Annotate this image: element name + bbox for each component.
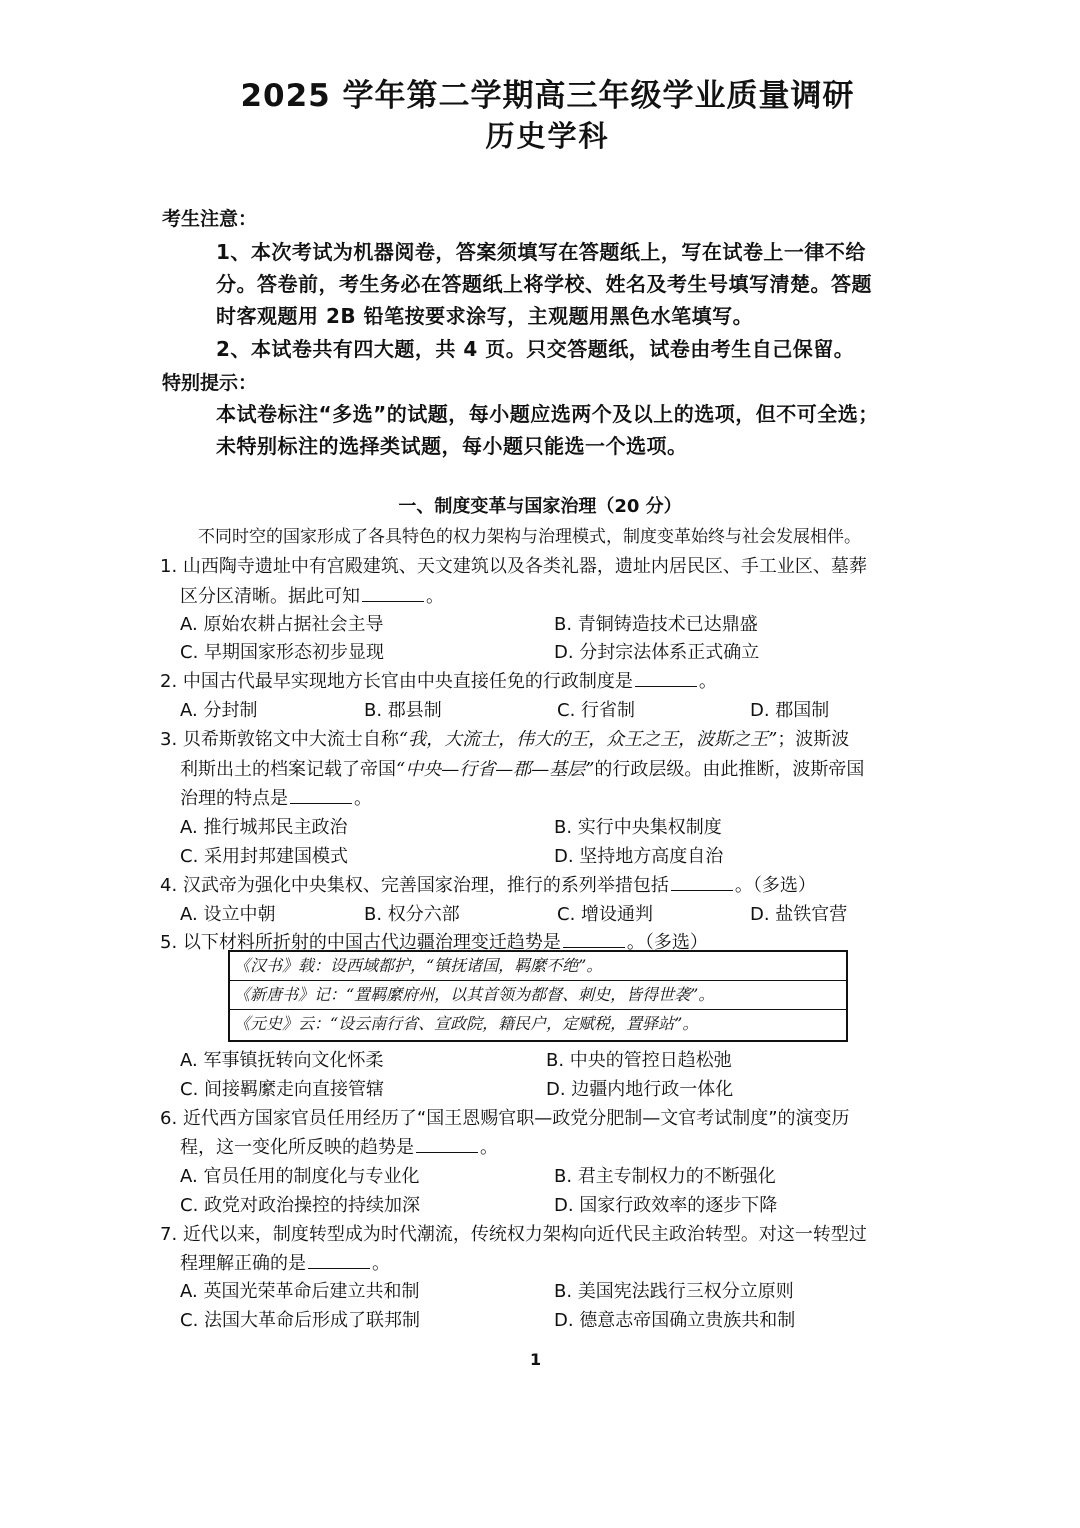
subject-title: 历史学科 <box>485 119 610 153</box>
special-line: 未特别标注的选择类试题，每小题只能选一个选项。 <box>216 434 688 458</box>
option-b: B. 中央的管控日趋松弛 <box>546 1050 732 1071</box>
option-c: C. 行省制 <box>557 700 636 721</box>
answer-blank <box>635 685 697 687</box>
notice-line: 1、本次考试为机器阅卷，答案须填写在答题纸上，写在试卷上一律不给 <box>216 240 866 264</box>
source-quote: 《汉书》载：设西域都护，“镇抚诸国，羁縻不绝”。 <box>230 952 846 981</box>
option-d: D. 郡国制 <box>750 700 830 721</box>
source-quote: 《新唐书》记：“置羁縻府州，以其首领为都督、刺史，皆得世袭”。 <box>230 981 846 1010</box>
option-c: C. 法国大革命后形成了联邦制 <box>180 1310 421 1331</box>
question-4-stem: 4. 汉武帝为强化中央集权、完善国家治理，推行的系列举措包括 。（多选） <box>160 875 816 896</box>
option-b: B. 美国宪法践行三权分立原则 <box>554 1281 794 1302</box>
option-c: C. 增设通判 <box>557 904 654 925</box>
option-a: A. 分封制 <box>180 700 258 721</box>
option-c: C. 政党对政治操控的持续加深 <box>180 1195 421 1216</box>
answer-blank <box>308 1267 370 1269</box>
option-b: B. 青铜铸造技术已达鼎盛 <box>554 614 758 635</box>
option-d: D. 边疆内地行政一体化 <box>546 1079 734 1100</box>
source-quote: 《元史》云：“设云南行省、宣政院，籍民户，定赋税，置驿站”。 <box>234 1014 699 1033</box>
option-c: C. 间接羁縻走向直接管辖 <box>180 1079 385 1100</box>
section-intro: 不同时空的国家形成了各具特色的权力架构与治理模式，制度变革始终与社会发展相伴。 <box>198 527 861 547</box>
option-a: A. 军事镇抚转向文化怀柔 <box>180 1050 384 1071</box>
option-d: D. 坚持地方高度自治 <box>554 846 724 867</box>
option-a: A. 英国光荣革命后建立共和制 <box>180 1281 420 1302</box>
question-7-stem-cont: 程理解正确的是 。 <box>180 1253 390 1274</box>
notice-line: 时客观题用 2B 铅笔按要求涂写，主观题用黑色水笔填写。 <box>216 304 754 328</box>
option-a: A. 设立中朝 <box>180 904 276 925</box>
question-5-stem: 5. 以下材料所折射的中国古代边疆治理变迁趋势是 。（多选） <box>160 932 708 953</box>
option-b: B. 权分六部 <box>364 904 460 925</box>
answer-blank <box>362 600 424 602</box>
section-title: 一、制度变革与国家治理（20 分） <box>398 496 682 517</box>
question-7-stem: 7. 近代以来，制度转型成为时代潮流，传统权力架构向近代民主政治转型。对这一转型过 <box>160 1224 867 1245</box>
question-6-stem-cont: 程，这一变化所反映的趋势是 。 <box>180 1137 498 1158</box>
option-d: D. 分封宗法体系正式确立 <box>554 642 760 663</box>
option-d: D. 国家行政效率的逐步下降 <box>554 1195 778 1216</box>
question-3-stem-cont: 利斯出土的档案记载了帝国“中央—行省—郡—基层”的行政层级。由此推断，波斯帝国 <box>180 759 865 780</box>
notice-line: 分。答卷前，考生务必在答题纸上将学校、姓名及考生号填写清楚。答题 <box>216 272 872 296</box>
question-3-stem: 3. 贝希斯敦铭文中大流士自称“我，大流士，伟大的王，众王之王，波斯之王”；波斯波 <box>160 729 850 750</box>
notice-line: 2、本试卷共有四大题，共 4 页。只交答题纸，试卷由考生自己保留。 <box>216 337 855 361</box>
option-a: A. 推行城邦民主政治 <box>180 817 348 838</box>
answer-blank <box>563 946 625 948</box>
question-6-stem: 6. 近代西方国家官员任用经历了“国王恩赐官职—政党分肥制—文官考试制度”的演变历 <box>160 1108 850 1129</box>
special-label: 特别提示： <box>162 372 258 394</box>
answer-blank <box>416 1151 478 1153</box>
question-3-stem-cont: 治理的特点是 。 <box>180 788 372 809</box>
option-d: D. 盐铁官营 <box>750 904 848 925</box>
answer-blank <box>290 802 352 804</box>
option-d: D. 德意志帝国确立贵族共和制 <box>554 1310 796 1331</box>
question-1-stem-cont: 区分区清晰。据此可知 。 <box>180 586 444 607</box>
notice-label: 考生注意： <box>162 208 258 230</box>
source-quote-table <box>228 950 848 1042</box>
exam-title: 2025 学年第二学期高三年级学业质量调研 <box>240 78 855 114</box>
question-2-stem: 2. 中国古代最早实现地方长官由中央直接任免的行政制度是 。 <box>160 671 717 692</box>
option-a: A. 官员任用的制度化与专业化 <box>180 1166 420 1187</box>
option-b: B. 实行中央集权制度 <box>554 817 722 838</box>
option-c: C. 早期国家形态初步显现 <box>180 642 385 663</box>
special-line: 本试卷标注“多选”的试题，每小题应选两个及以上的选项，但不可全选； <box>216 402 879 426</box>
option-c: C. 采用封邦建国模式 <box>180 846 349 867</box>
option-b: B. 郡县制 <box>364 700 442 721</box>
option-b: B. 君主专制权力的不断强化 <box>554 1166 776 1187</box>
question-1-stem: 1. 山西陶寺遗址中有宫殿建筑、天文建筑以及各类礼器，遗址内居民区、手工业区、墓葬 <box>160 556 867 577</box>
option-a: A. 原始农耕占据社会主导 <box>180 614 384 635</box>
answer-blank <box>671 889 733 891</box>
page-number: 1 <box>530 1350 542 1369</box>
